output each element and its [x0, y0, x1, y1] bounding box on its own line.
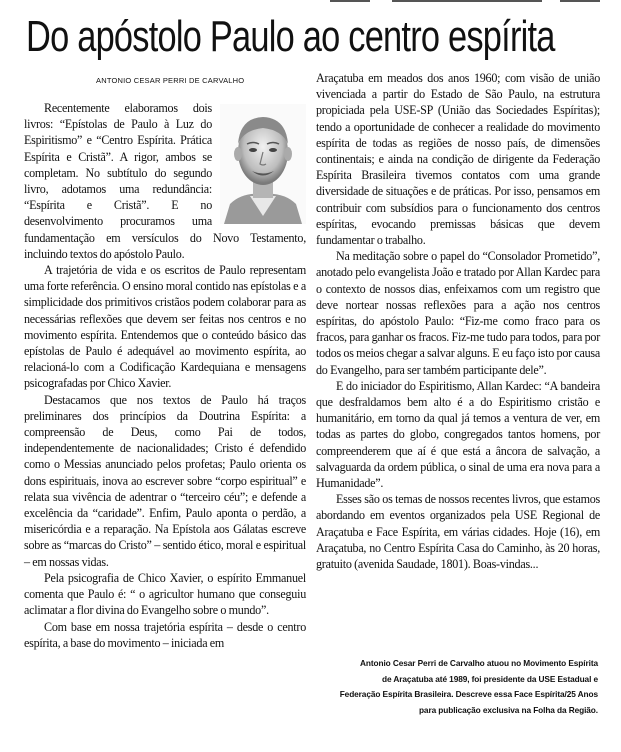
- author-bio-line: Federação Espírita Brasileira. Descreve essa Face Espírita/25 Anos: [339, 689, 598, 700]
- author-bio-line: de Araçatuba até 1989, foi presidente da USE Estadual e: [382, 673, 598, 684]
- paragraph: Na meditação sobre o papel do “Consolador Prometido”, anotado pelo evangelista João e tratado por Allan Kardec para o contexto de nossos dias, enfeixamos com um registro que deve nortear nossas reflexões para a ação nos centros espíritas, do apóstolo Paulo: “Fiz-me como fraco para os fracos, para ganhar os fracos. Fiz-me tudo para todos, para por todos os meios chegar a salvar alguns. E eu faço isto por causa do Evangelho, para ser também participante dele”.: [316, 249, 600, 377]
- paragraph: E do iniciador do Espiritismo, Allan Kardec: “A bandeira que desfraldamos bem alto é a do Espiritismo cristão e humanitário, em torno da qual já temos a ventura de ver, em todas as partes do globo, congregados tantos homens, por compreenderem que aí é que está a âncora de salvação, a salvaguarda da ordem pública, o sinal de uma era nova para a Humanidade”.: [316, 378, 600, 491]
- author-bio-line: para publicação exclusiva na Folha da Região.: [418, 704, 598, 715]
- paragraph: Destacamos que nos textos de Paulo há traços preliminares dos princípios da Doutrina Espírita: a compreensão de Deus, como Pai de todos, independentemente de nacionalidades; Cristo é defendido como o Messias anunciado pelos profetas; Paulo orienta os dons espirituais, inova ao escrever sobre “corpo espiritual” e relata sua vivência de adentrar o “terceiro céu”; e defende a excelência da “caridade”. Enfim, Paulo aponta o perdão, a misericórdia e a reparação. Na Epístola aos Gálatas escreve sobre as “marcas do Cristo” – sentido ético, moral e espiritual – em nossas vidas.: [24, 392, 306, 569]
- paragraph: Araçatuba em meados dos anos 1960; com visão de união vivenciada a partir do Estado de São Paulo, na estrutura propiciada pela USE-SP (União das Sociedades Espíritas); tendo a oportunidade de conhecer a realidade do movimento espírita de todas as regiões de nosso país, de dimensões continentais; e ainda na condição de dirigente da Federação Espírita Brasileira tivemos contatos com uma grande diversidade de situações e de práticas. Por isso, pensamos em contribuir com subsídios para o funcionamento dos centros espíritas, evocando premissas básicas que devem fundamentar o trabalho.: [316, 71, 600, 248]
- paragraph: Pela psicografia de Chico Xavier, o espírito Emmanuel comenta que Paulo é: “ o agricultor humano que conseguiu aclimatar a flor divina do Evangelho sobre o mundo”.: [24, 570, 306, 618]
- author-photo: [220, 104, 306, 224]
- paragraph: Recentemente elaboramos dois livros: “Epístolas de Paulo à Luz do Espiritismo” e “Centro Espírita. Prática Espírita e Cristã”. A rigor, ambos se completam. No subtítulo do segundo livro, adotamos uma redundância: “Espírita e Cristã”. E no desenvolvimento procuramos uma fundamentação em versículos do Novo Testamento, incluindo textos do apóstolo Paulo.: [24, 101, 306, 261]
- author-byline: ANTONIO CESAR PERRI DE CARVALHO: [96, 76, 245, 85]
- author-bio-line: Antonio Cesar Perri de Carvalho atuou no Movimento Espírita: [360, 658, 598, 668]
- article-column-1: [24, 100, 306, 730]
- paragraph: Esses são os temas de nossos recentes livros, que estamos abordando em eventos organizados pela USE Regional de Araçatuba e Face Espírita, em várias cidades. Hoje (16), em Araçatuba, no Centro Espírita Casa do Caminho, às 20 horas, gratuito (avenida Saudade, 1801). Boas-vindas...: [316, 492, 600, 572]
- paragraph: A trajetória de vida e os escritos de Paulo representam uma forte referência. O ensino moral contido nas epístolas e a simplicidade dos primitivos cristãos podem colaborar para as necessárias reflexões que devem ser feitas nos centros e no movimento espírita. Entendemos que o conteúdo básico das epístolas de Paulo é adequável ao movimento espírita, ao relacioná-lo com a Codificação Kardequiana e mensagens psicografadas por Chico Xavier.: [24, 263, 306, 391]
- top-rule: [0, 0, 621, 6]
- paragraph: Com base em nossa trajetória espírita – desde o centro espírita, a base do movimento – iniciada em: [24, 619, 306, 650]
- article-column-2: [316, 70, 600, 645]
- author-bio: [330, 656, 598, 718]
- article-headline: Do apóstolo Paulo ao centro espírita: [26, 11, 555, 61]
